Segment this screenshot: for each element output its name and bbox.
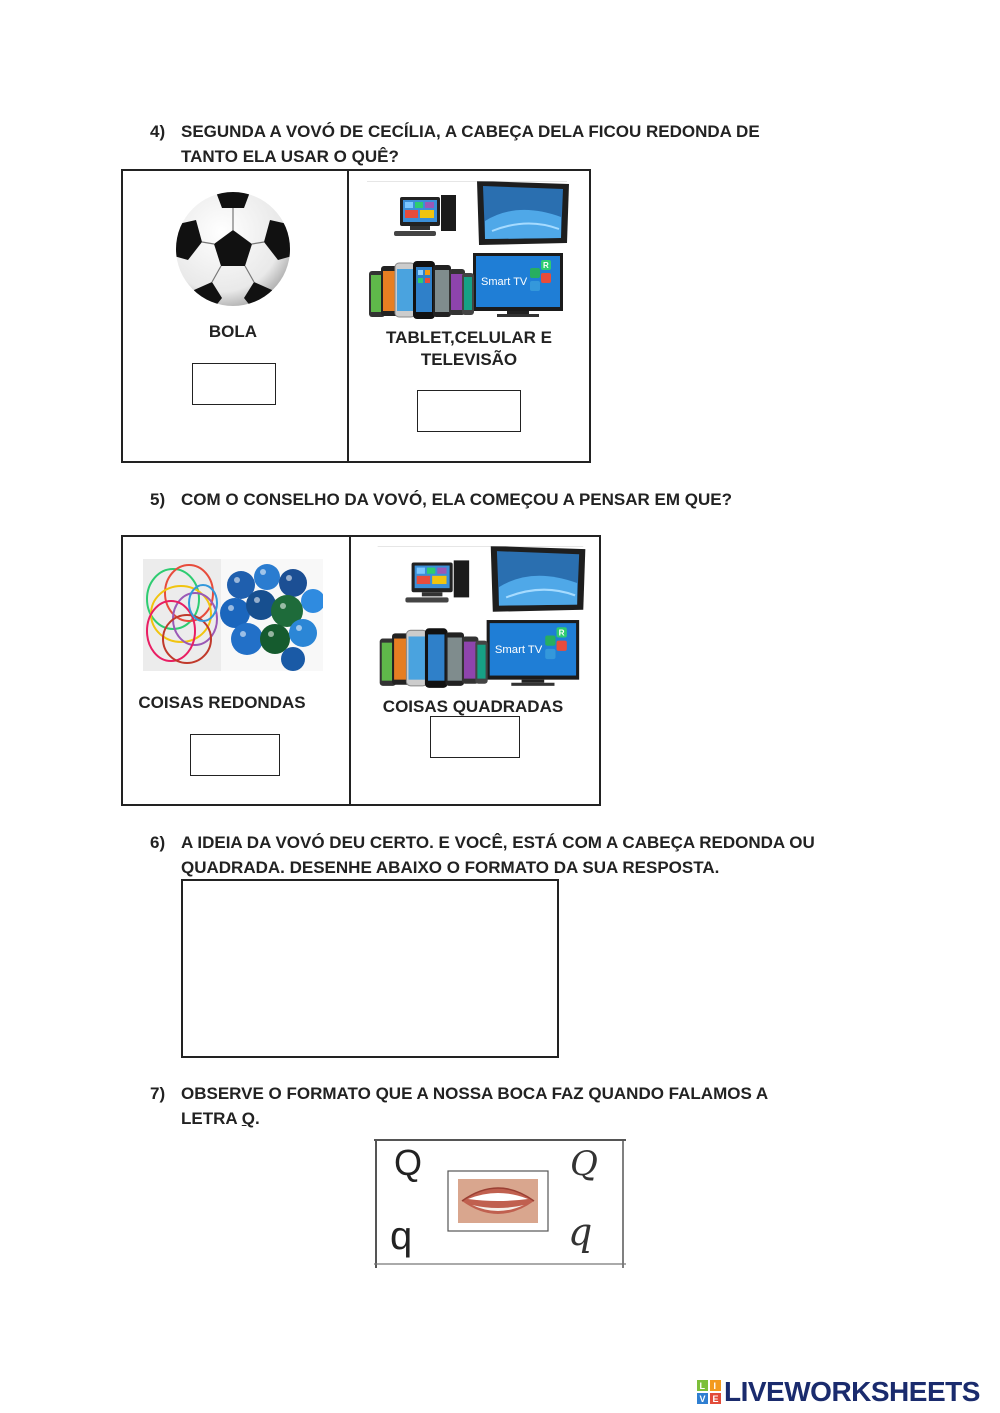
liveworksheets-logo-icon [697, 1380, 721, 1404]
logo-letter: I [713, 1381, 717, 1391]
question-4 [150, 119, 870, 171]
answer-box-bola[interactable] [192, 363, 276, 405]
soccer-ball-image [174, 190, 292, 308]
app-tile-text: R [543, 261, 549, 270]
question-text-line-1: SEGUNDA A VOVÓ DE CECÍLIA, A CABEÇA DELA FICOU REDONDA DE [181, 122, 760, 141]
logo-letter: E [712, 1394, 719, 1404]
question-text-line-2 [181, 1106, 260, 1131]
smart-tv-icon [487, 620, 580, 686]
smart-tv-text: Smart TV [481, 276, 528, 288]
logo-letter: V [699, 1394, 706, 1404]
logo-letter: L [699, 1381, 705, 1391]
question-text-line-1: COM O CONSELHO DA VOVÓ, ELA COMEÇOU A PENSAR EM QUE? [181, 490, 732, 509]
question-text-line-2: QUADRADA. DESENHE ABAIXO O FORMATO DA SUA RESPOSTA. [181, 858, 720, 877]
answer-box-coisas-redondas[interactable] [190, 734, 280, 776]
letra-suffix: . [255, 1109, 260, 1128]
liveworksheets-logo [697, 1376, 997, 1410]
question-number: 5) [150, 490, 166, 509]
question-text-line-1: A IDEIA DA VOVÓ DEU CERTO. E VOCÊ, ESTÁ COM A CABEÇA REDONDA OU [181, 833, 815, 852]
letra-prefix: LETRA [181, 1109, 242, 1128]
electronic-devices-image [367, 181, 570, 323]
question-4-options-table [121, 169, 591, 463]
letter-lower-print: q [390, 1214, 413, 1258]
letter-q-mouth-image [372, 1137, 627, 1270]
electronic-devices-image [377, 546, 587, 692]
letter-upper-print: Q [394, 1142, 423, 1183]
desktop-computer-icon [405, 560, 469, 602]
option-label-devices-line-1: TABLET,CELULAR E [386, 328, 552, 347]
option-label-devices [369, 327, 569, 371]
smartphones-icon [369, 261, 474, 319]
question-number: 7) [150, 1084, 166, 1103]
app-tile-text: R [558, 628, 565, 638]
answer-box-coisas-quadradas[interactable] [430, 716, 520, 758]
brand-name: LIVEWORKSHEETS [724, 1376, 980, 1407]
table-divider [347, 171, 349, 461]
mouth-icon [458, 1179, 538, 1223]
drawing-area[interactable] [181, 879, 559, 1058]
question-6 [150, 830, 910, 882]
option-label-coisas-quadradas: COISAS QUADRADAS [382, 697, 564, 716]
answer-box-devices[interactable] [417, 390, 521, 432]
desktop-computer-icon [394, 195, 456, 236]
option-label-coisas-redondas: COISAS REDONDAS [138, 693, 306, 712]
question-number: 6) [150, 833, 166, 852]
smartphones-icon [380, 628, 488, 688]
tablet-icon [477, 181, 569, 245]
letter-upper-cursive: Q [570, 1144, 598, 1184]
letra-q: Q [241, 1109, 255, 1128]
tablet-icon [491, 546, 586, 612]
table-divider [349, 537, 351, 804]
question-5 [150, 487, 870, 513]
question-number: 4) [150, 122, 166, 141]
question-5-options-table [121, 535, 601, 806]
option-label-bola: BOLA [208, 322, 258, 341]
letter-lower-cursive: q [568, 1210, 593, 1254]
smart-tv-icon [473, 253, 563, 317]
question-text-line-1: OBSERVE O FORMATO QUE A NOSSA BOCA FAZ QUANDO FALAMOS A [181, 1084, 769, 1103]
smart-tv-text: Smart TV [494, 643, 543, 656]
option-label-devices-line-2: TELEVISÃO [420, 350, 518, 369]
question-7 [150, 1081, 870, 1133]
rings-and-marbles-image [143, 559, 323, 671]
question-text-line-2: TANTO ELA USAR O QUÊ? [181, 147, 399, 166]
